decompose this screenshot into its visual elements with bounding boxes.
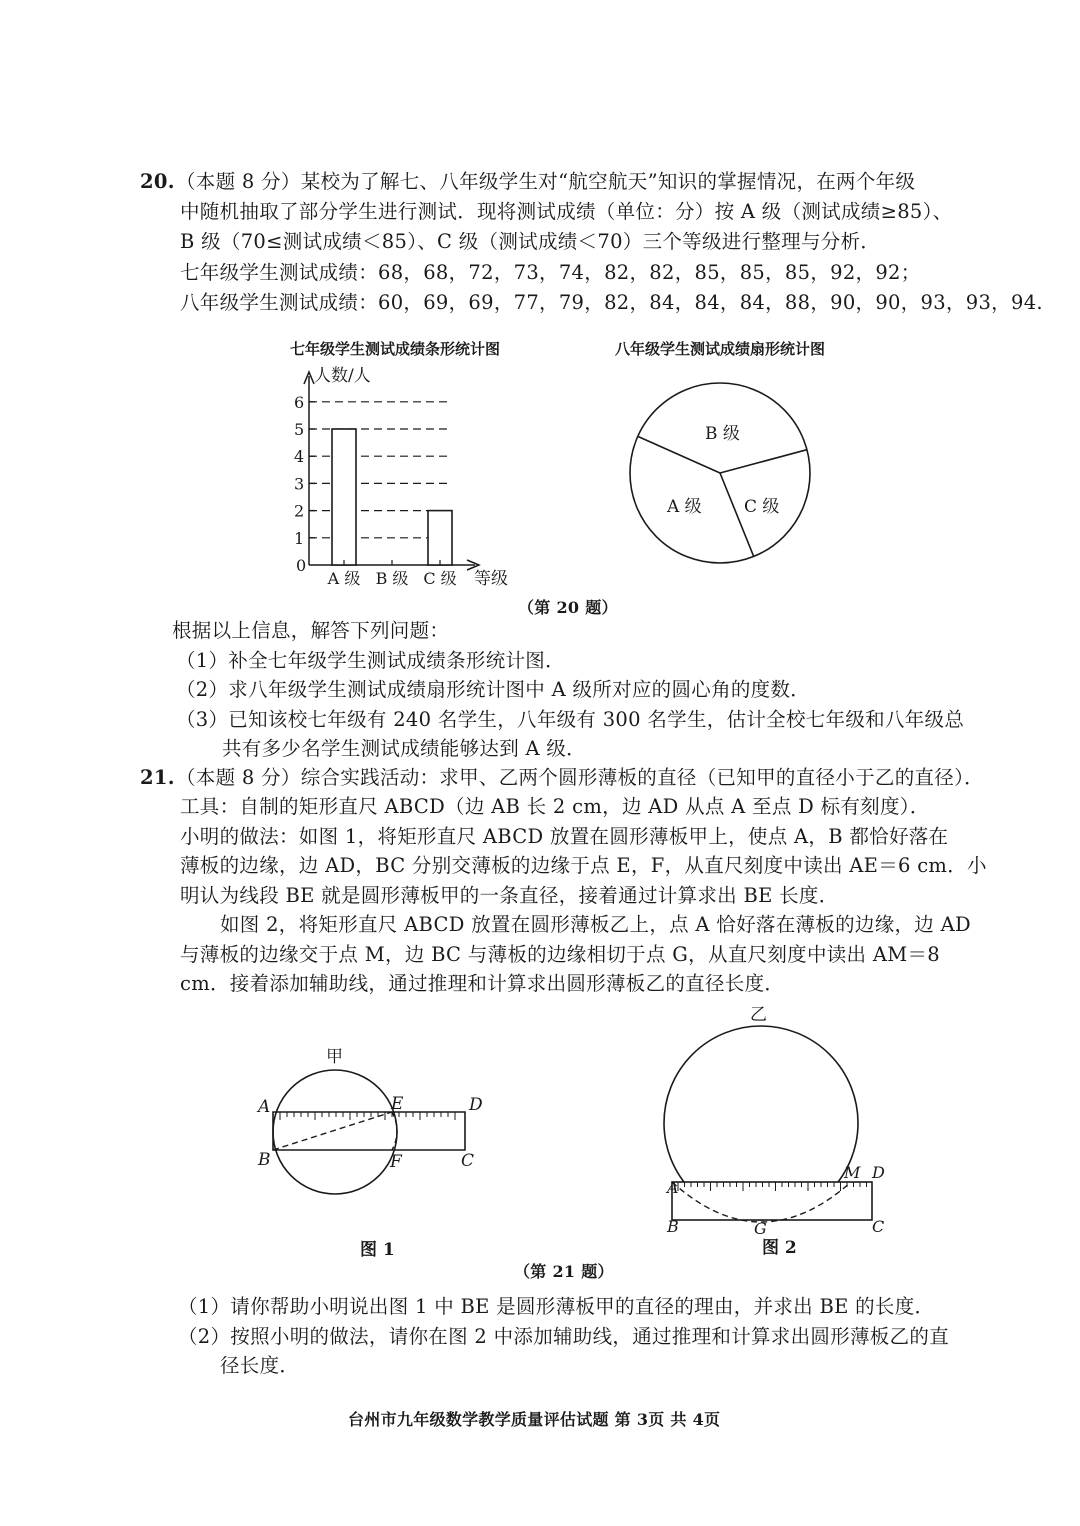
q21-figure-caption: （第 21 题） (514, 1262, 614, 1281)
q21-method-line2: 薄板的边缘，边 AD，BC 分别交薄板的边缘于点 E，F，从直尺刻度中读出 AE＝6 cm．小 (180, 854, 987, 877)
y-tick-label: 3 (294, 474, 305, 494)
pie-label-c: C 级 (744, 497, 780, 517)
q21-part1: （1）请你帮助小明说出图 1 中 BE 是圆形薄板甲的直径的理由，并求出 BE 的长度． (178, 1295, 935, 1318)
q21-intro: （本题 8 分）综合实践活动：求甲、乙两个圆形薄板的直径（已知甲的直径小于乙的直径）． (176, 766, 984, 789)
y-tick-label: 4 (294, 447, 305, 467)
q21-method-line4: 如图 2，将矩形直尺 ABCD 放置在圆形薄板乙上，点 A 恰好落在薄板的边缘，边 AD (220, 913, 971, 936)
bar-chart-xlabel: 等级 (474, 569, 508, 589)
fig1-caption: 图 1 (360, 1240, 395, 1260)
y-tick-label: 6 (294, 392, 305, 412)
q20-grade8-scores: 八年级学生测试成绩：60，69，69，77，79，82，84，84，84，88，90，90，93，93，94. (180, 291, 1043, 314)
pie-chart-title: 八年级学生测试成绩扇形统计图 (614, 340, 826, 358)
q21-method-line5: 与薄板的边缘交于点 M，边 BC 与薄板的边缘相切于点 G，从直尺刻度中读出 AM＝8 (180, 943, 941, 966)
q20-lead: 根据以上信息，解答下列问题： (172, 619, 450, 642)
y-tick-label: 2 (294, 501, 305, 521)
fig1-point-e: E (391, 1094, 404, 1114)
fig2-point-d: D (872, 1163, 885, 1182)
q20-intro-line1: （本题 8 分）某校为了解七、八年级学生对“航空航天”知识的掌握情况，在两个年级 (176, 170, 916, 193)
x-category-label: B 级 (375, 569, 409, 588)
fig2-point-c: C (872, 1217, 885, 1236)
q20-intro-line2: 中随机抽取了部分学生进行测试．现将测试成绩（单位：分）按 A 级（测试成绩≥85）、 (180, 200, 953, 223)
fig1-title: 甲 (326, 1047, 343, 1067)
fig2-caption: 图 2 (762, 1238, 797, 1258)
pie-slice-boundary (720, 450, 807, 473)
q21-number: 21. (140, 766, 175, 789)
bar-chart-title: 七年级学生测试成绩条形统计图 (289, 340, 501, 358)
q21-method-line1: 小明的做法：如图 1，将矩形直尺 ABCD 放置在圆形薄板甲上，使点 A，B 都恰好落在 (180, 825, 949, 848)
fig2-point-a: A (667, 1178, 679, 1197)
fig1-point-d: D (469, 1095, 483, 1115)
fig2-point-m: M (844, 1163, 861, 1182)
figure-2 (650, 1000, 910, 1265)
y-tick-label: 0 (296, 556, 307, 575)
q20-grade7-scores: 七年级学生测试成绩：68，68，72，73，74，82，82，85，85，85，92，92； (180, 261, 921, 284)
bar-a (332, 429, 356, 565)
fig1-ruler-outline (273, 1112, 465, 1150)
x-category-label: A 级 (327, 569, 361, 588)
y-tick-label: 1 (294, 528, 305, 548)
fig1-point-c: C (461, 1151, 475, 1171)
bar-chart-ylabel: 人数/人 (314, 366, 371, 386)
fig1-point-f: F (390, 1152, 402, 1172)
q21-part2-line1: （2）按照小明的做法，请你在图 2 中添加辅助线，通过推理和计算求出圆形薄板乙的直 (178, 1325, 950, 1348)
q21-part2-line2: 径长度． (220, 1354, 300, 1377)
q20-part3-line2: 共有多少名学生测试成绩能够达到 A 级． (222, 737, 586, 760)
page-footer: 台州市九年级数学教学质量评估试题 第 3页 共 4页 (348, 1410, 721, 1429)
bar-c (428, 511, 452, 565)
x-category-label: C 级 (423, 569, 457, 588)
fig2-point-b: B (667, 1217, 679, 1236)
pie-label-a: A 级 (667, 497, 702, 517)
q20-part3-line1: （3）已知该校七年级有 240 名学生，八年级有 300 名学生，估计全校七年级和八年级总 (176, 708, 965, 731)
q20-part1: （1）补全七年级学生测试成绩条形统计图． (176, 649, 565, 672)
q20-figure-caption: （第 20 题） (518, 598, 618, 617)
figure-1 (240, 1030, 510, 1265)
fig1-point-b: B (258, 1150, 271, 1170)
fig2-title: 乙 (750, 1005, 767, 1025)
fig1-point-a: A (258, 1097, 271, 1117)
q21-method-line6: cm．接着添加辅助线，通过推理和计算求出圆形薄板乙的直径长度． (180, 972, 785, 995)
fig2-ruler-outline (672, 1182, 872, 1220)
grade8-pie-chart (590, 330, 860, 570)
q20-part2: （2）求八年级学生测试成绩扇形统计图中 A 级所对应的圆心角的度数． (176, 678, 811, 701)
q20-intro-line3: B 级（70≤测试成绩＜85）、C 级（测试成绩＜70）三个等级进行整理与分析． (180, 230, 881, 253)
pie-label-b: B 级 (705, 424, 740, 444)
q20-number: 20. (140, 170, 175, 193)
grade7-bar-chart (260, 330, 560, 595)
q21-tool: 工具：自制的矩形直尺 ABCD（边 AB 长 2 cm，边 AD 从点 A 至点 D 标有刻度）． (180, 795, 930, 818)
fig2-point-g: G (754, 1219, 767, 1238)
q21-method-line3: 明认为线段 BE 就是圆形薄板甲的一条直径，接着通过计算求出 BE 长度． (180, 884, 839, 907)
y-tick-label: 5 (294, 420, 305, 439)
